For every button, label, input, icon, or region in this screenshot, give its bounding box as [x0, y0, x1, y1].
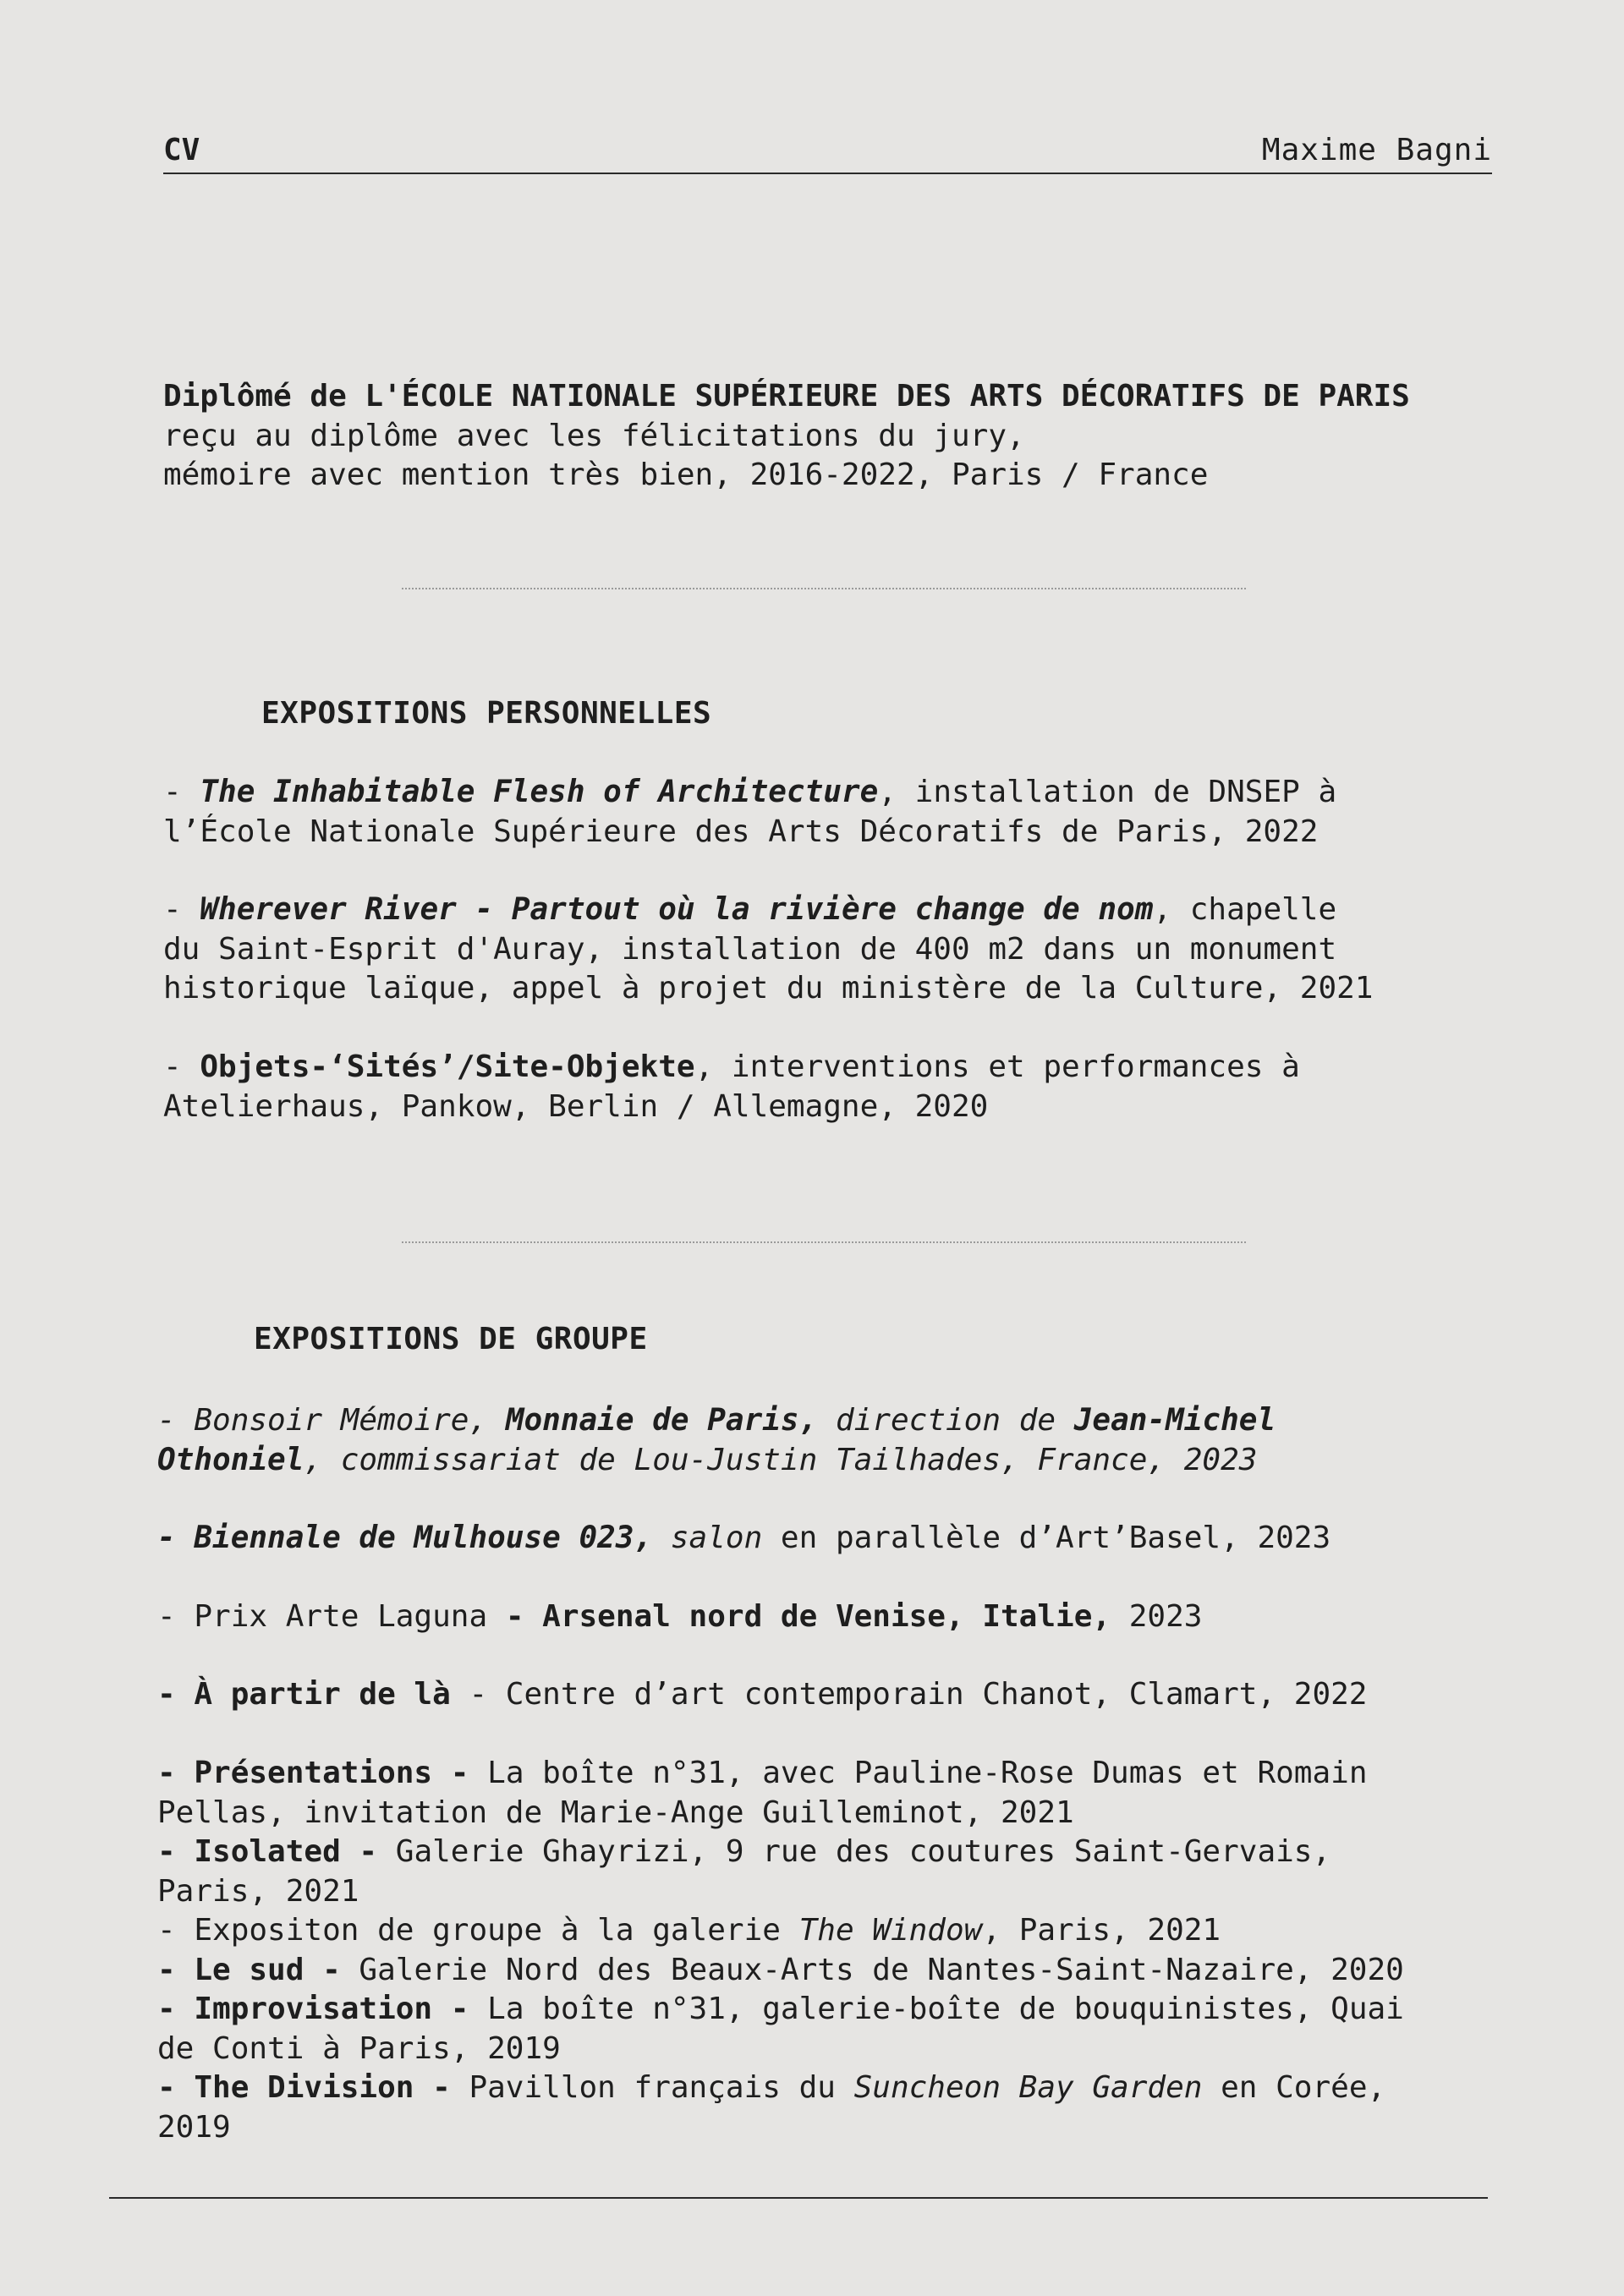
header-cv-label: CV [163, 133, 200, 167]
item-venue: Monnaie de Paris, [505, 1403, 818, 1438]
item-text: - Centre d’art contemporain Chanot, Clamart, 2022 [450, 1677, 1368, 1712]
dotted-divider [402, 588, 1246, 589]
item-title: - À partir de là [157, 1677, 451, 1712]
item-title: - Isolated - [157, 1834, 378, 1869]
item-venue: The Window [798, 1913, 983, 1948]
item-text: Pellas, invitation de Marie-Ange Guilleminot, 2021 [157, 1795, 1074, 1830]
item-text: de Conti à Paris, 2019 [157, 2030, 561, 2066]
diploma-section [163, 377, 1410, 496]
group-exhibition-list [157, 1754, 1404, 2147]
item-dash: - [163, 892, 200, 927]
exhibition-details: l’École Nationale Supérieure des Arts Décoratifs de Paris, 2022 [163, 814, 1319, 849]
item-title: - Biennale de Mulhouse 023, [157, 1521, 653, 1555]
page-header [163, 127, 1492, 174]
personal-exhibition-item [163, 890, 1373, 1009]
item-dash: - [163, 775, 200, 809]
exhibition-details: , interventions et performances à [694, 1049, 1300, 1084]
item-text: , Paris, 2021 [982, 1913, 1221, 1948]
item-venue: - Arsenal nord de Venise, Italie, [505, 1599, 1111, 1634]
item-person: Jean-Michel [1073, 1403, 1276, 1438]
exhibition-title: Wherever River - Partout où la rivière change de nom [200, 892, 1154, 927]
personal-exhibition-item [163, 773, 1336, 852]
item-title: - Présentations - [157, 1756, 469, 1790]
item-text: - Bonsoir Mémoire, [157, 1403, 506, 1438]
item-person: Othoniel [157, 1442, 304, 1477]
item-text: direction de [817, 1403, 1074, 1438]
group-exhibition-item [157, 1597, 1202, 1637]
item-text: en parallèle d’Art’Basel, 2023 [762, 1521, 1331, 1555]
dotted-divider [402, 1241, 1246, 1243]
item-title: - Le sud - [157, 1952, 341, 1987]
item-text: La boîte n°31, avec Pauline-Rose Dumas et Romain [469, 1756, 1368, 1790]
item-text: - Prix Arte Laguna [157, 1599, 506, 1634]
diploma-line-2: reçu au diplôme avec les félicitations du jury, [163, 418, 1025, 453]
exhibition-title: Objets-‘Sités’/Site-Objekte [200, 1049, 695, 1084]
item-text: Galerie Ghayrizi, 9 rue des coutures Saint-Gervais, [377, 1834, 1331, 1869]
item-text: Galerie Nord des Beaux-Arts de Nantes-Saint-Nazaire, 2020 [340, 1952, 1404, 1987]
item-title: - Improvisation - [157, 1992, 469, 2026]
item-text: Paris, 2021 [157, 1873, 359, 1909]
item-text: - Expositon de groupe à la galerie [157, 1913, 799, 1948]
exhibition-details: , installation de DNSEP à [878, 775, 1337, 809]
item-venue: Suncheon Bay Garden [853, 2070, 1203, 2105]
item-text: 2023 [1111, 1599, 1203, 1634]
item-text: La boîte n°31, galerie-boîte de bouquinistes, Quai [469, 1992, 1404, 2026]
exhibition-details: , chapelle [1153, 892, 1337, 927]
exhibition-title: The Inhabitable Flesh of Architecture [200, 775, 879, 809]
group-exhibition-item [157, 1401, 1276, 1480]
footer-rule [109, 2197, 1488, 2199]
diploma-title: Diplômé de L'ÉCOLE NATIONALE SUPÉRIEURE DES ARTS DÉCORATIFS DE PARIS [163, 379, 1410, 414]
item-title: - The Division - [157, 2070, 451, 2105]
exhibition-details: historique laïque, appel à projet du ministère de la Culture, 2021 [163, 971, 1374, 1006]
diploma-line-3: mémoire avec mention très bien, 2016-2022, Paris / France [163, 458, 1209, 492]
exhibition-details: du Saint-Esprit d'Auray, installation de 400 m2 dans un monument [163, 931, 1337, 967]
item-text: en Corée, [1202, 2070, 1386, 2105]
item-text: , commissariat de Lou-Justin Tailhades, France, 2023 [304, 1442, 1258, 1477]
section-title-personal: EXPOSITIONS PERSONNELLES [261, 696, 712, 731]
header-author-name: Maxime Bagni [1261, 133, 1492, 167]
group-exhibition-item [157, 1519, 1330, 1559]
item-text: 2019 [157, 2109, 231, 2145]
section-title-group: EXPOSITIONS DE GROUPE [254, 1322, 648, 1356]
item-text: salon [652, 1521, 763, 1555]
personal-exhibition-item [163, 1048, 1300, 1126]
item-text: Pavillon français du [450, 2070, 854, 2105]
item-dash: - [163, 1049, 200, 1084]
group-exhibition-item [157, 1675, 1367, 1715]
exhibition-details: Atelierhaus, Pankow, Berlin / Allemagne, 2020 [163, 1088, 989, 1124]
